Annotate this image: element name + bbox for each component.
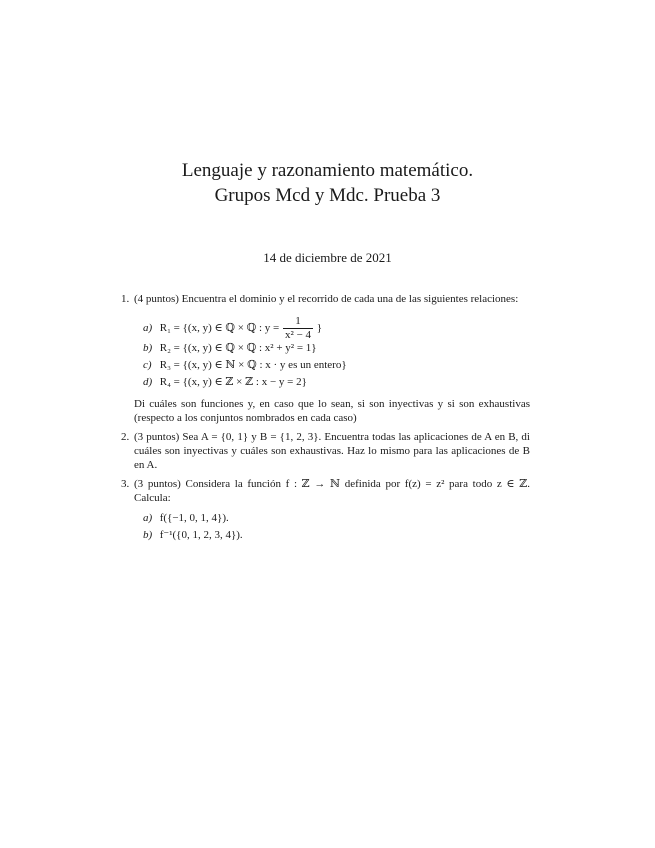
q3-text: (3 puntos) Considera la función f : ℤ → ℕ definida por f(z) = z² para todo z ∈ ℤ. Calcula: (134, 478, 530, 505)
q1-number: 1. (121, 293, 130, 305)
q1-c-label: c) (143, 359, 152, 371)
title-line-1: Lenguaje y razonamiento matemático. (181, 160, 474, 181)
q1-a-fraction (283, 316, 313, 341)
q2-number: 2. (121, 431, 130, 443)
q1-a-label: a) (143, 322, 153, 335)
q1-b-label: b) (143, 342, 153, 354)
q3-item-b (143, 528, 243, 542)
q1-a-denominator: x² − 4 (285, 329, 312, 341)
q3-a-label: a) (143, 512, 153, 524)
q1-a-prefix: R₁ = {(x, y) ∈ ℚ × ℚ : y = (159, 322, 280, 335)
q3-number: 3. (121, 478, 130, 490)
q1-d-label: d) (143, 376, 153, 388)
title-line-2: Grupos Mcd y Mdc. Prueba 3 (214, 185, 441, 206)
q1-item-d (143, 375, 307, 389)
q1-a-numerator: 1 (283, 316, 313, 329)
q1-item-b (143, 341, 317, 355)
q3-item-a (143, 511, 229, 525)
exam-date: 14 de diciembre de 2021 (263, 250, 392, 265)
q1-b-text: R₂ = {(x, y) ∈ ℚ × ℚ : x² + y² = 1} (159, 342, 317, 354)
q1-d-text: R₄ = {(x, y) ∈ ℤ × ℤ : x − y = 2} (159, 376, 307, 388)
q2-text: (3 puntos) Sea A = {0, 1} y B = {1, 2, 3}. Encuentra todas las aplicaciones de A en B, di cuáles son inyectivas y cuáles son exhaustivas. Haz lo mismo para las aplicaciones de B en A. (134, 431, 530, 472)
q1-item-a (143, 316, 322, 341)
q1-intro: (4 puntos) Encuentra el dominio y el recorrido de cada una de las siguientes relaciones: (134, 293, 519, 305)
q1-a-suffix: } (316, 322, 323, 335)
q1-note: Di cuáles son funciones y, en caso que lo sean, si son inyectivas y si son exhaustivas (respecto a los conjuntos nombrados en cada caso) (134, 398, 530, 425)
q3-b-label: b) (143, 529, 153, 541)
q1-item-c (143, 358, 347, 372)
q1-c-text: R₃ = {(x, y) ∈ ℕ × ℚ : x · y es un entero} (159, 359, 347, 371)
q3-b-text: f⁻¹({0, 1, 2, 3, 4}). (159, 529, 243, 541)
q3-a-text: f({−1, 0, 1, 4}). (159, 512, 229, 524)
